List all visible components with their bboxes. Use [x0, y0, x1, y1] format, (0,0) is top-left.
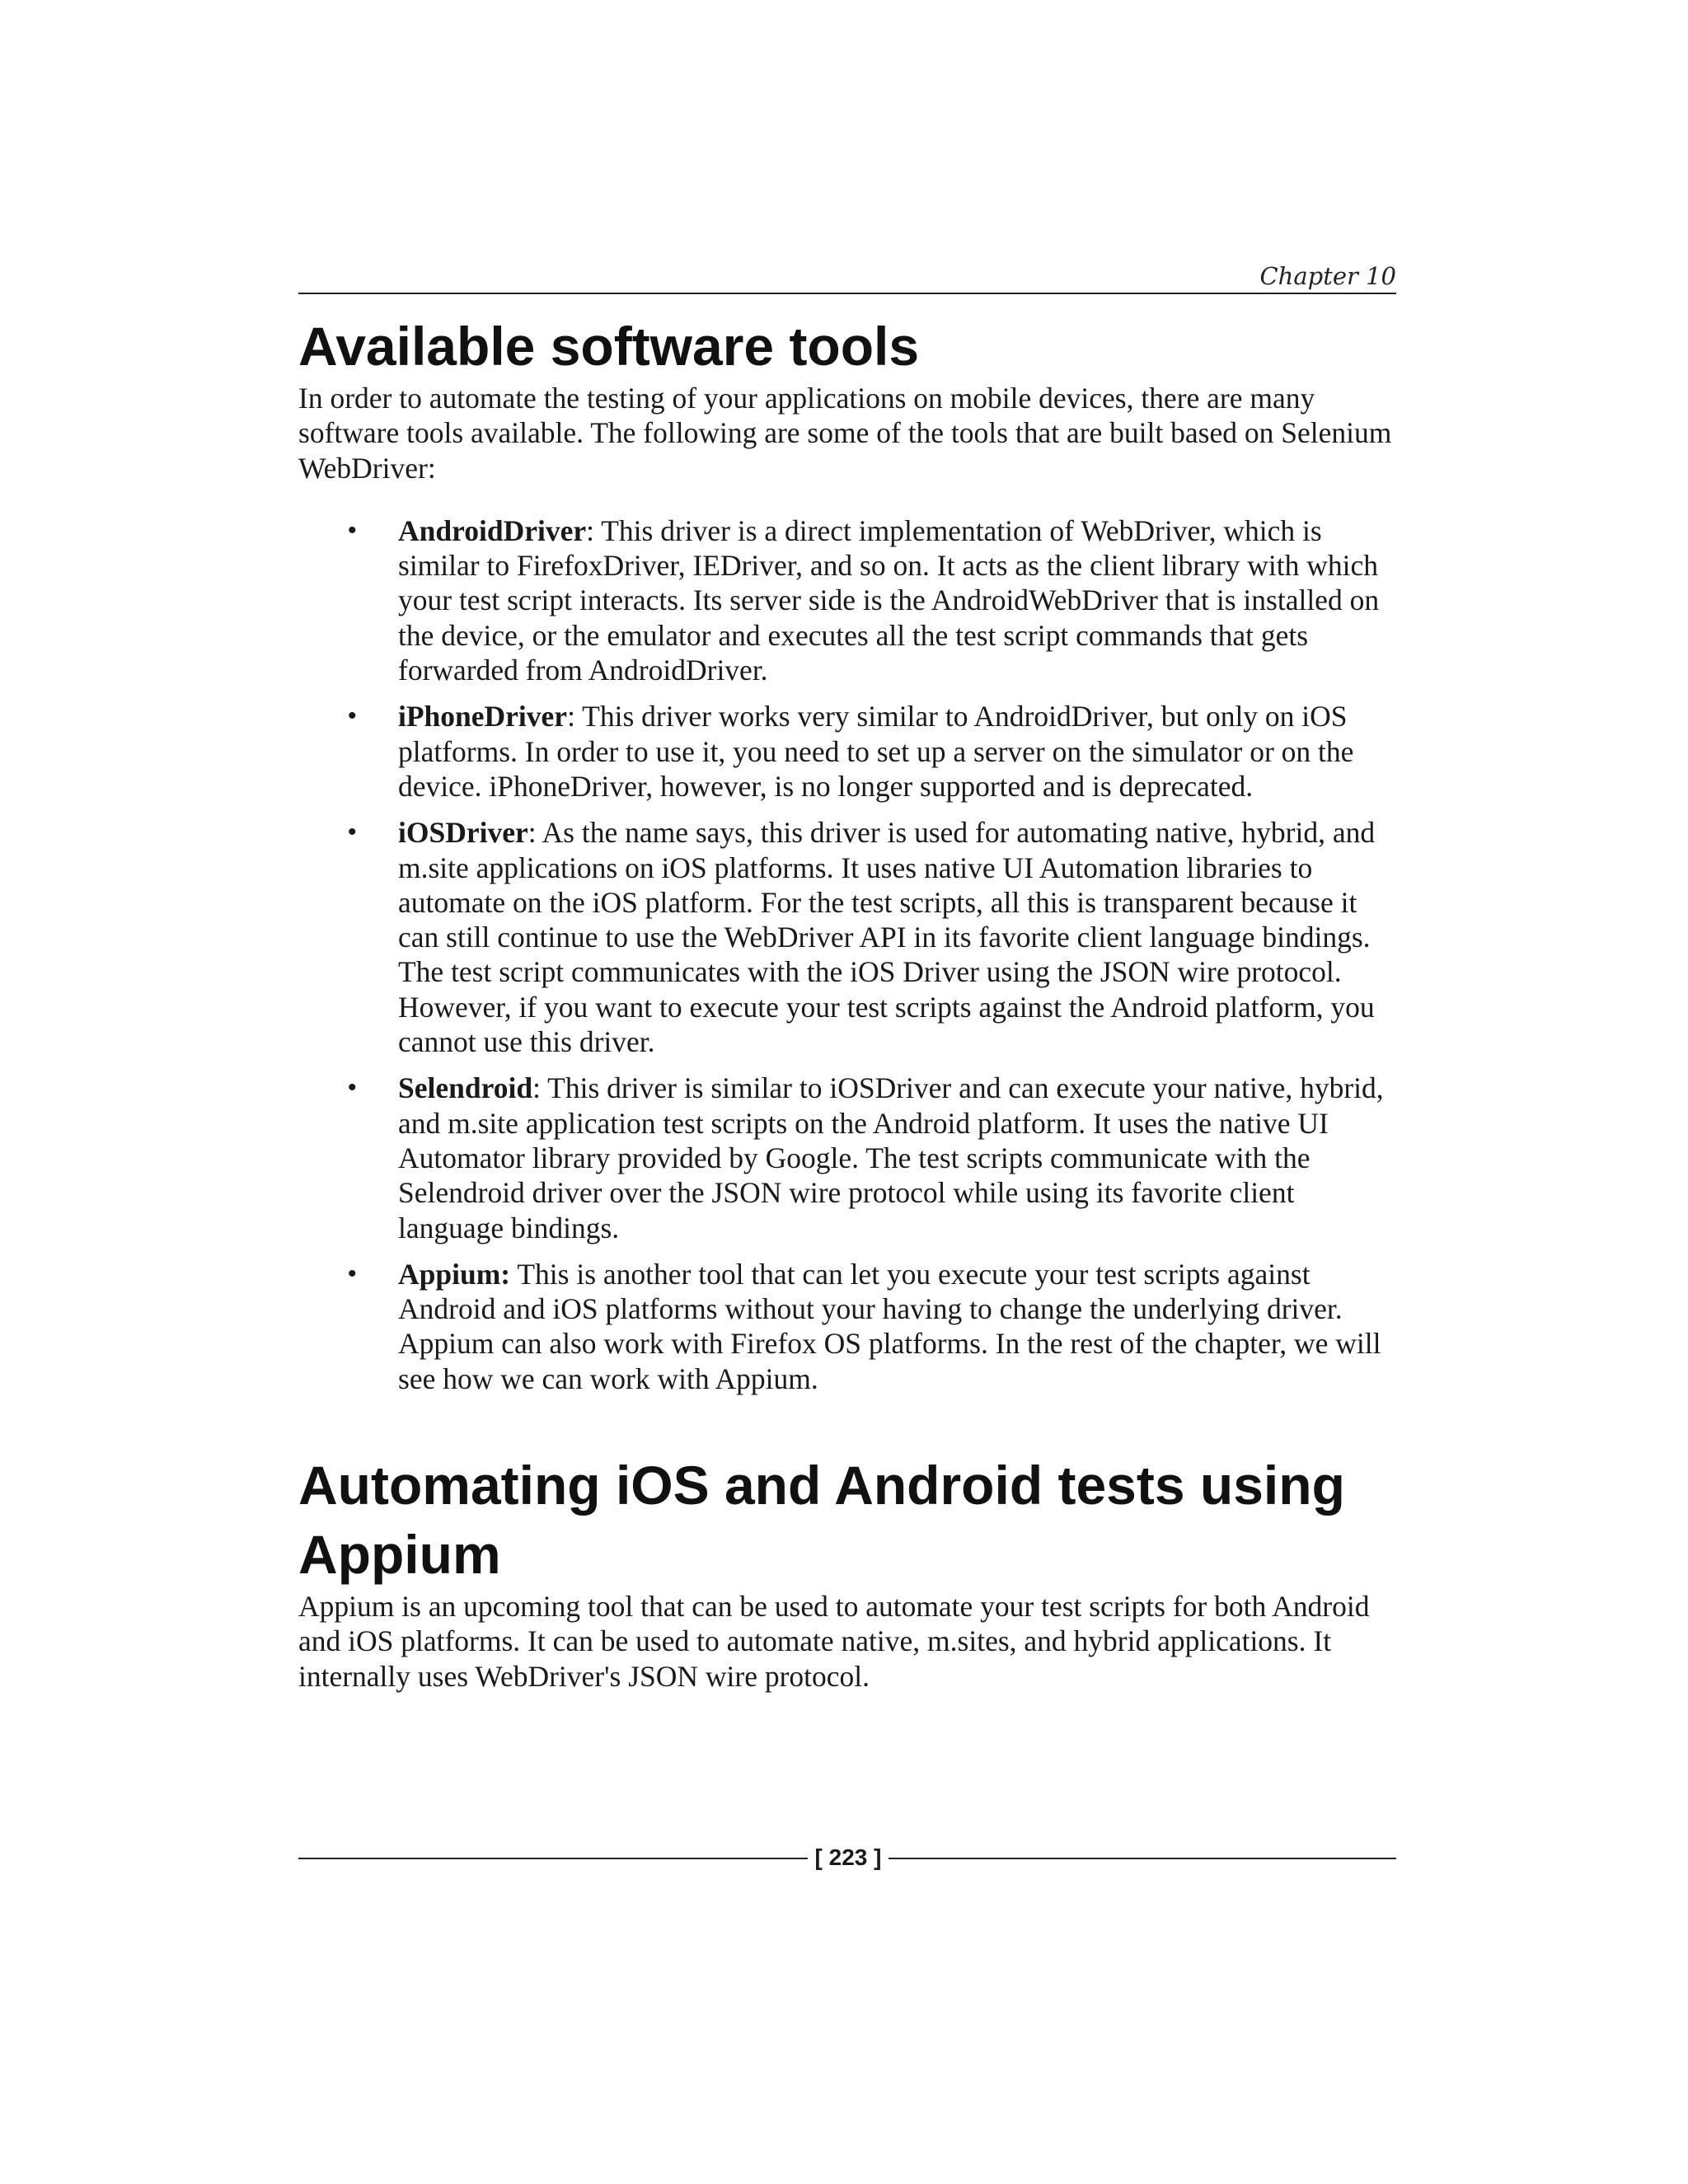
- term-separator: :: [586, 513, 594, 547]
- bullet-icon: •: [348, 1074, 357, 1102]
- running-head: Chapter 10: [1259, 262, 1396, 290]
- term-separator: :: [567, 700, 575, 733]
- tool-description: As the name says, this driver is used for automating native, hybrid, and m.site applications on iOS platforms. It uses native UI Automation libraries to automate on the iOS platform. For the test scripts, all this is transparent because it can still continue to use the WebDriver API in its favorite client language bindings. The test script communicates with the iOS Driver using the JSON wire protocol. However, if you want to execute your test scripts against the Android platform, you cannot use this driver.: [398, 816, 1376, 1059]
- tool-term: Selendroid: [398, 1071, 533, 1105]
- tool-description: This driver is a direct implementation of WebDriver, which is similar to FirefoxDriver, IEDriver, and so on. It acts as the client library with which your test script interacts. Its server side is the AndroidWebDriver that is installed on the device, or the emulator and executes all the test script commands that gets forwarded from AndroidDriver.: [398, 513, 1380, 687]
- tool-term: Appium:: [398, 1257, 511, 1291]
- page-content: [298, 312, 1396, 1694]
- tool-term: iOSDriver: [398, 816, 528, 850]
- bullet-icon: •: [348, 818, 357, 846]
- tool-description: This is another tool that can let you execute your test scripts against Android and iOS platforms without your having to change the underlying driver. Appium can also work with Firefox OS platforms. In the rest of the chapter, we will see how we can work with Appium.: [398, 1257, 1381, 1395]
- tool-description: This driver is similar to iOSDriver and can execute your native, hybrid, and m.site application test scripts on the Android platform. It uses the native UI Automator library provided by Google. The test scripts communicate with the Selendroid driver over the JSON wire protocol while using its favorite client language bindings.: [398, 1071, 1384, 1244]
- section-heading-automating-appium: Automating iOS and Android tests using Appium: [298, 1455, 1345, 1586]
- tool-term: iPhoneDriver: [398, 700, 568, 733]
- tool-description: This driver works very similar to AndroidDriver, but only on iOS platforms. In order to use it, you need to set up a server on the simulator or on the device. iPhoneDriver, however, is no longer supported and is deprecated.: [398, 700, 1354, 803]
- intro-paragraph: In order to automate the testing of your applications on mobile devices, there are many software tools available. The following are some of the tools that are built based on Selenium WebDriver:: [298, 382, 1392, 485]
- header-rule: [298, 293, 1396, 294]
- tools-list: [298, 513, 1396, 1396]
- list-item-appium: [298, 1257, 1396, 1396]
- list-item-androiddriver: [298, 513, 1396, 687]
- page-number: [ 223 ]: [814, 1844, 882, 1870]
- list-item-iphonedriver: [298, 699, 1396, 804]
- footer-rule-left: [298, 1858, 808, 1859]
- list-item-selendroid: [298, 1071, 1396, 1244]
- term-separator: :: [528, 816, 537, 850]
- book-page: [298, 0, 1396, 2184]
- appium-paragraph: Appium is an upcoming tool that can be used to automate your test scripts for both Android and iOS platforms. It can be used to automate native, m.sites, and hybrid applications. It internally uses WebDriver's JSON wire protocol.: [298, 1590, 1370, 1693]
- list-item-iosdriver: [298, 815, 1396, 1059]
- term-separator: :: [532, 1071, 541, 1105]
- tool-term: AndroidDriver: [398, 513, 587, 547]
- footer-rule-right: [889, 1858, 1396, 1859]
- bullet-icon: •: [348, 516, 357, 544]
- bullet-icon: •: [348, 1259, 357, 1287]
- bullet-icon: •: [348, 702, 357, 730]
- section-heading-available-tools: Available software tools: [298, 316, 920, 377]
